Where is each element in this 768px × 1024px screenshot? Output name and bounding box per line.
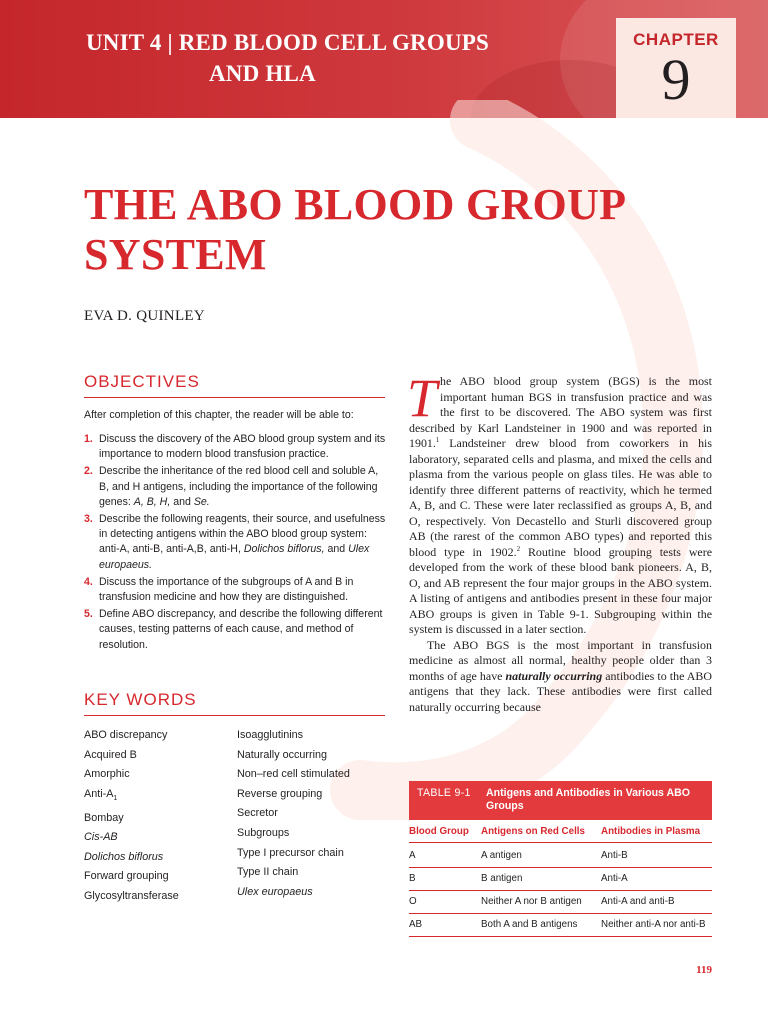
key-word: Cis-AB [84,831,118,844]
body-paragraph-2 [409,638,712,716]
objective-text: Define ABO discrepancy, and describe the following different causes, testing patterns of each cause, and method of resolution. [99,608,383,651]
objective-text: Describe the inheritance of the red blood cell and soluble A, B, and H antigens, including the importance of the following genes: [99,465,379,508]
objective-item [84,464,389,510]
objective-text-italic: Dolichos biflorus, [243,543,325,556]
table-number: TABLE 9-1 [417,787,471,799]
key-word: Type I precursor chain [237,846,344,859]
table-cell: Neither A nor B antigen [481,896,582,907]
unit-title [86,27,546,89]
key-words-heading: KEY WORDS [84,690,385,716]
objective-text: Discuss the importance of the subgroups of A and B in transfusion medicine and how they are distinguished. [99,575,354,604]
key-word: Amorphic [84,768,130,781]
key-word: Secretor [237,807,278,820]
table-cell: A [409,850,416,861]
key-word: Non–red cell stimulated [237,768,350,781]
unit-title-line1: UNIT 4 | RED BLOOD CELL GROUPS [86,30,489,55]
key-word: Subgroups [237,826,290,839]
objective-text: Describe the following reagents, their source, and usefulness in detecting antigens within the ABO blood group system: anti-A, anti-B, anti-A,B, anti-H, [99,513,386,556]
chapter-box [616,18,736,118]
chapter-title-line2: SYSTEM [84,230,267,279]
table-cell: Anti-A and anti-B [601,896,675,907]
table-column-header: Blood Group [409,826,469,837]
author-name: EVA D. QUINLEY [84,308,205,324]
chapter-title-line1: THE ABO BLOOD GROUP [84,180,627,229]
footnote-ref: 2 [516,544,521,553]
key-words-column-1 [84,726,179,907]
objective-item [84,575,389,605]
body-text-run: he ABO blood group system (BGS) is the most important human BGS in transfusion practice and was the first to be discovered. The ABO system was first described by Karl Landsteiner in 1900 and was reported in 1901. [409,374,712,450]
key-word: Isoagglutinins [237,729,304,741]
table-title-bar [409,781,712,820]
objectives-intro: After completion of this chapter, the reader will be able to: [84,409,354,421]
table-title: Antigens and Antibodies in Various ABO Groups [486,787,691,812]
key-word: Type II chain [237,866,299,879]
objective-item [84,432,389,462]
objective-text: and [170,495,194,508]
chapter-header-band [0,0,768,118]
table-cell: O [409,896,417,907]
table-cell: Anti-B [601,850,628,861]
table-cell: B antigen [481,873,523,884]
key-word: Bombay [84,811,124,824]
table-row [409,914,712,937]
chapter-title [84,180,724,280]
body-text [407,368,713,715]
key-word: Acquired B [84,748,137,761]
key-word-text: Anti-A [84,787,114,800]
table-column-header: Antigens on Red Cells [481,826,585,837]
key-word: Naturally occurring [237,748,328,761]
objectives-heading: OBJECTIVES [84,372,385,398]
table-row [409,845,712,868]
footnote-ref: 1 [435,436,440,445]
body-text-run: The ABO BGS is the most important in transfusion medicine as almost all normal, healthy people older than 3 months of age have [409,637,712,683]
table-cell: Both A and B antigens [481,919,578,930]
objective-number: 1. [84,433,93,445]
key-word: Ulex europaeus [237,885,313,898]
table-cell: Anti-A [601,873,628,884]
table-cell: B [409,873,416,884]
objective-text-italic: A, B, H, [133,495,171,508]
key-word [84,785,179,809]
key-word: ABO discrepancy [84,729,168,741]
table-column-header: Antibodies in Plasma [601,826,701,837]
body-text-run: antibodies to the ABO antigens that they lack. These antibodies were first called naturally occurring because [409,668,713,714]
table-cell: Neither anti-A nor anti-B [601,919,706,930]
key-word: Dolichos biflorus [84,850,164,863]
body-text-emphasis: naturally occurring [505,668,603,683]
table-cell: AB [409,919,423,930]
objective-number: 5. [84,608,93,621]
objectives-list [84,432,389,655]
table-row [409,891,712,914]
table-row [409,868,712,891]
table-cell: A antigen [481,850,522,861]
key-word: Reverse grouping [237,787,323,800]
key-words-column-2 [237,726,350,902]
drop-cap: T [407,368,438,428]
objective-item [84,607,389,653]
chapter-number: 9 [661,47,691,112]
objective-number: 3. [84,513,93,526]
body-text-run: Landsteiner drew blood from coworkers in his laboratory, separated cells and plasma, and mixed the cells and plasma from the various people on glass tiles. He was able to identify three different patterns of reactivity, which he termed A, B, and C. These were later reclassified as groups A, B, and O, respectively. Von Decastello and Sturli discovered group AB (the rarest of the common ABO types) and reported this blood type in 1902. [409,436,712,559]
key-word: Glycosyltransferase [84,889,179,902]
chapter-label: CHAPTER [633,30,719,49]
objective-number: 4. [84,575,93,588]
body-text-run: Routine blood grouping tests were developed from the work of these blood bank pioneers. A, B, O, and AB represent the four major groups in the ABO system. A listing of antigens and antibodies present in these four major ABO groups is given in Table 9-1. Subgrouping within the system is discussed in a later section. [409,544,713,636]
body-paragraph-1 [407,368,713,638]
objective-number: 2. [84,465,93,478]
objective-text: Discuss the discovery of the ABO blood group system and its importance to modern blood transfusion practice. [99,433,386,461]
objective-text-italic: Ulex europaeus. [99,543,370,571]
objective-text-italic: Se. [193,495,210,508]
objective-text: and [324,543,349,556]
key-word-subscript: 1 [113,794,118,802]
unit-title-line2: AND HLA [209,61,316,86]
page-number: 119 [696,964,712,976]
objective-item [84,512,389,573]
table-header-row [409,824,712,843]
key-word: Forward grouping [84,870,169,883]
